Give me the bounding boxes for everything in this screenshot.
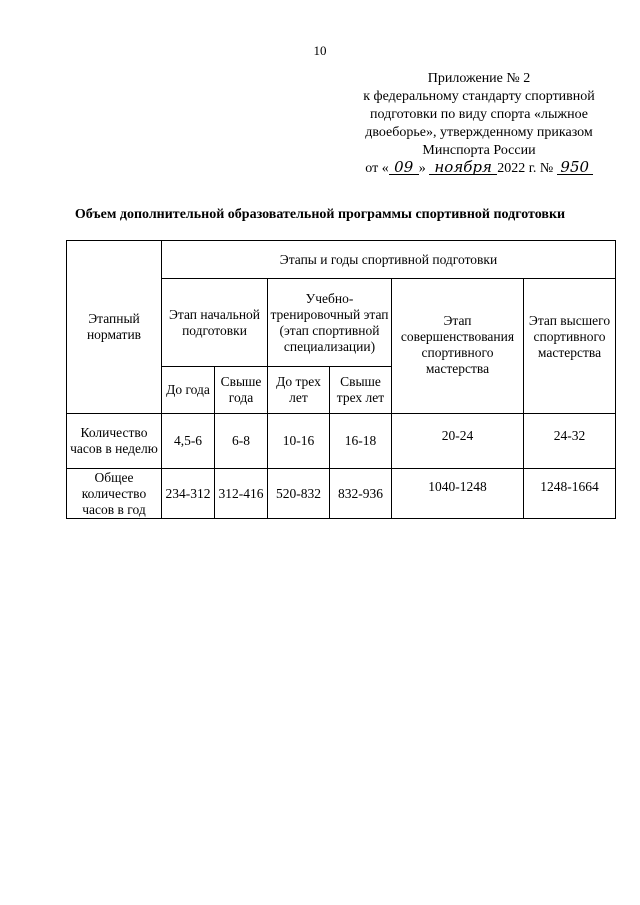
table-cell: 6-8 [215, 414, 268, 469]
appendix-header [338, 70, 620, 178]
table-cell: 4,5-6 [162, 414, 215, 469]
row-label-hours-year: Общее количество часов в год [67, 469, 162, 519]
training-volume-table [66, 240, 616, 519]
appendix-line-3: подготовки по виду спорта «лыжное [370, 107, 588, 122]
page-number: 10 [313, 43, 327, 58]
years-over-3: Свыше трех лет [330, 367, 392, 414]
table-row [67, 469, 616, 519]
table-cell: 20-24 [392, 414, 524, 469]
table-cell: 1040-1248 [392, 469, 524, 519]
table-header-row [67, 241, 616, 279]
table-cell: 520-832 [268, 469, 330, 519]
stage-improvement: Этап совершенствования спортивного мастерства [392, 279, 524, 414]
norm-header-cell: Этапный норматив [67, 241, 162, 414]
row-label-hours-week: Количество часов в неделю [67, 414, 162, 469]
date-prefix: от « [365, 161, 389, 176]
stage-highest: Этап высшего спортивного мастерства [524, 279, 616, 414]
table-cell: 832-936 [330, 469, 392, 519]
appendix-line-5: Минспорта России [422, 143, 536, 158]
appendix-line-1: Приложение № 2 [427, 71, 531, 86]
table-cell: 16-18 [330, 414, 392, 469]
years-until-3: До трех лет [268, 367, 330, 414]
appendix-line-4: двоеборье», утвержденному приказом [365, 125, 593, 140]
appendix-date-line [338, 160, 620, 178]
table-cell: 234-312 [162, 469, 215, 519]
table-cell: 1248-1664 [524, 469, 616, 519]
appendix-line-2: к федеральному стандарту спортивной [363, 89, 595, 104]
stage-initial: Этап начальной подготовки [162, 279, 268, 367]
stage-training: Учебно-тренировочный этап (этап спортивной специализации) [268, 279, 392, 367]
years-until-1: До года [162, 367, 215, 414]
table-cell: 10-16 [268, 414, 330, 469]
date-month: ноября [429, 160, 497, 175]
table-cell: 312-416 [215, 469, 268, 519]
date-day-close: » [418, 161, 426, 176]
document-title: Объем дополнительной образовательной программы спортивной подготовки [74, 207, 566, 222]
table-cell: 24-32 [524, 414, 616, 469]
date-day: 09 [389, 160, 419, 175]
date-year: 2022 г. № [497, 161, 554, 176]
order-number: 950 [557, 160, 593, 175]
table-row [67, 414, 616, 469]
years-over-1: Свыше года [215, 367, 268, 414]
stages-header-cell: Этапы и годы спортивной подготовки [162, 241, 616, 279]
